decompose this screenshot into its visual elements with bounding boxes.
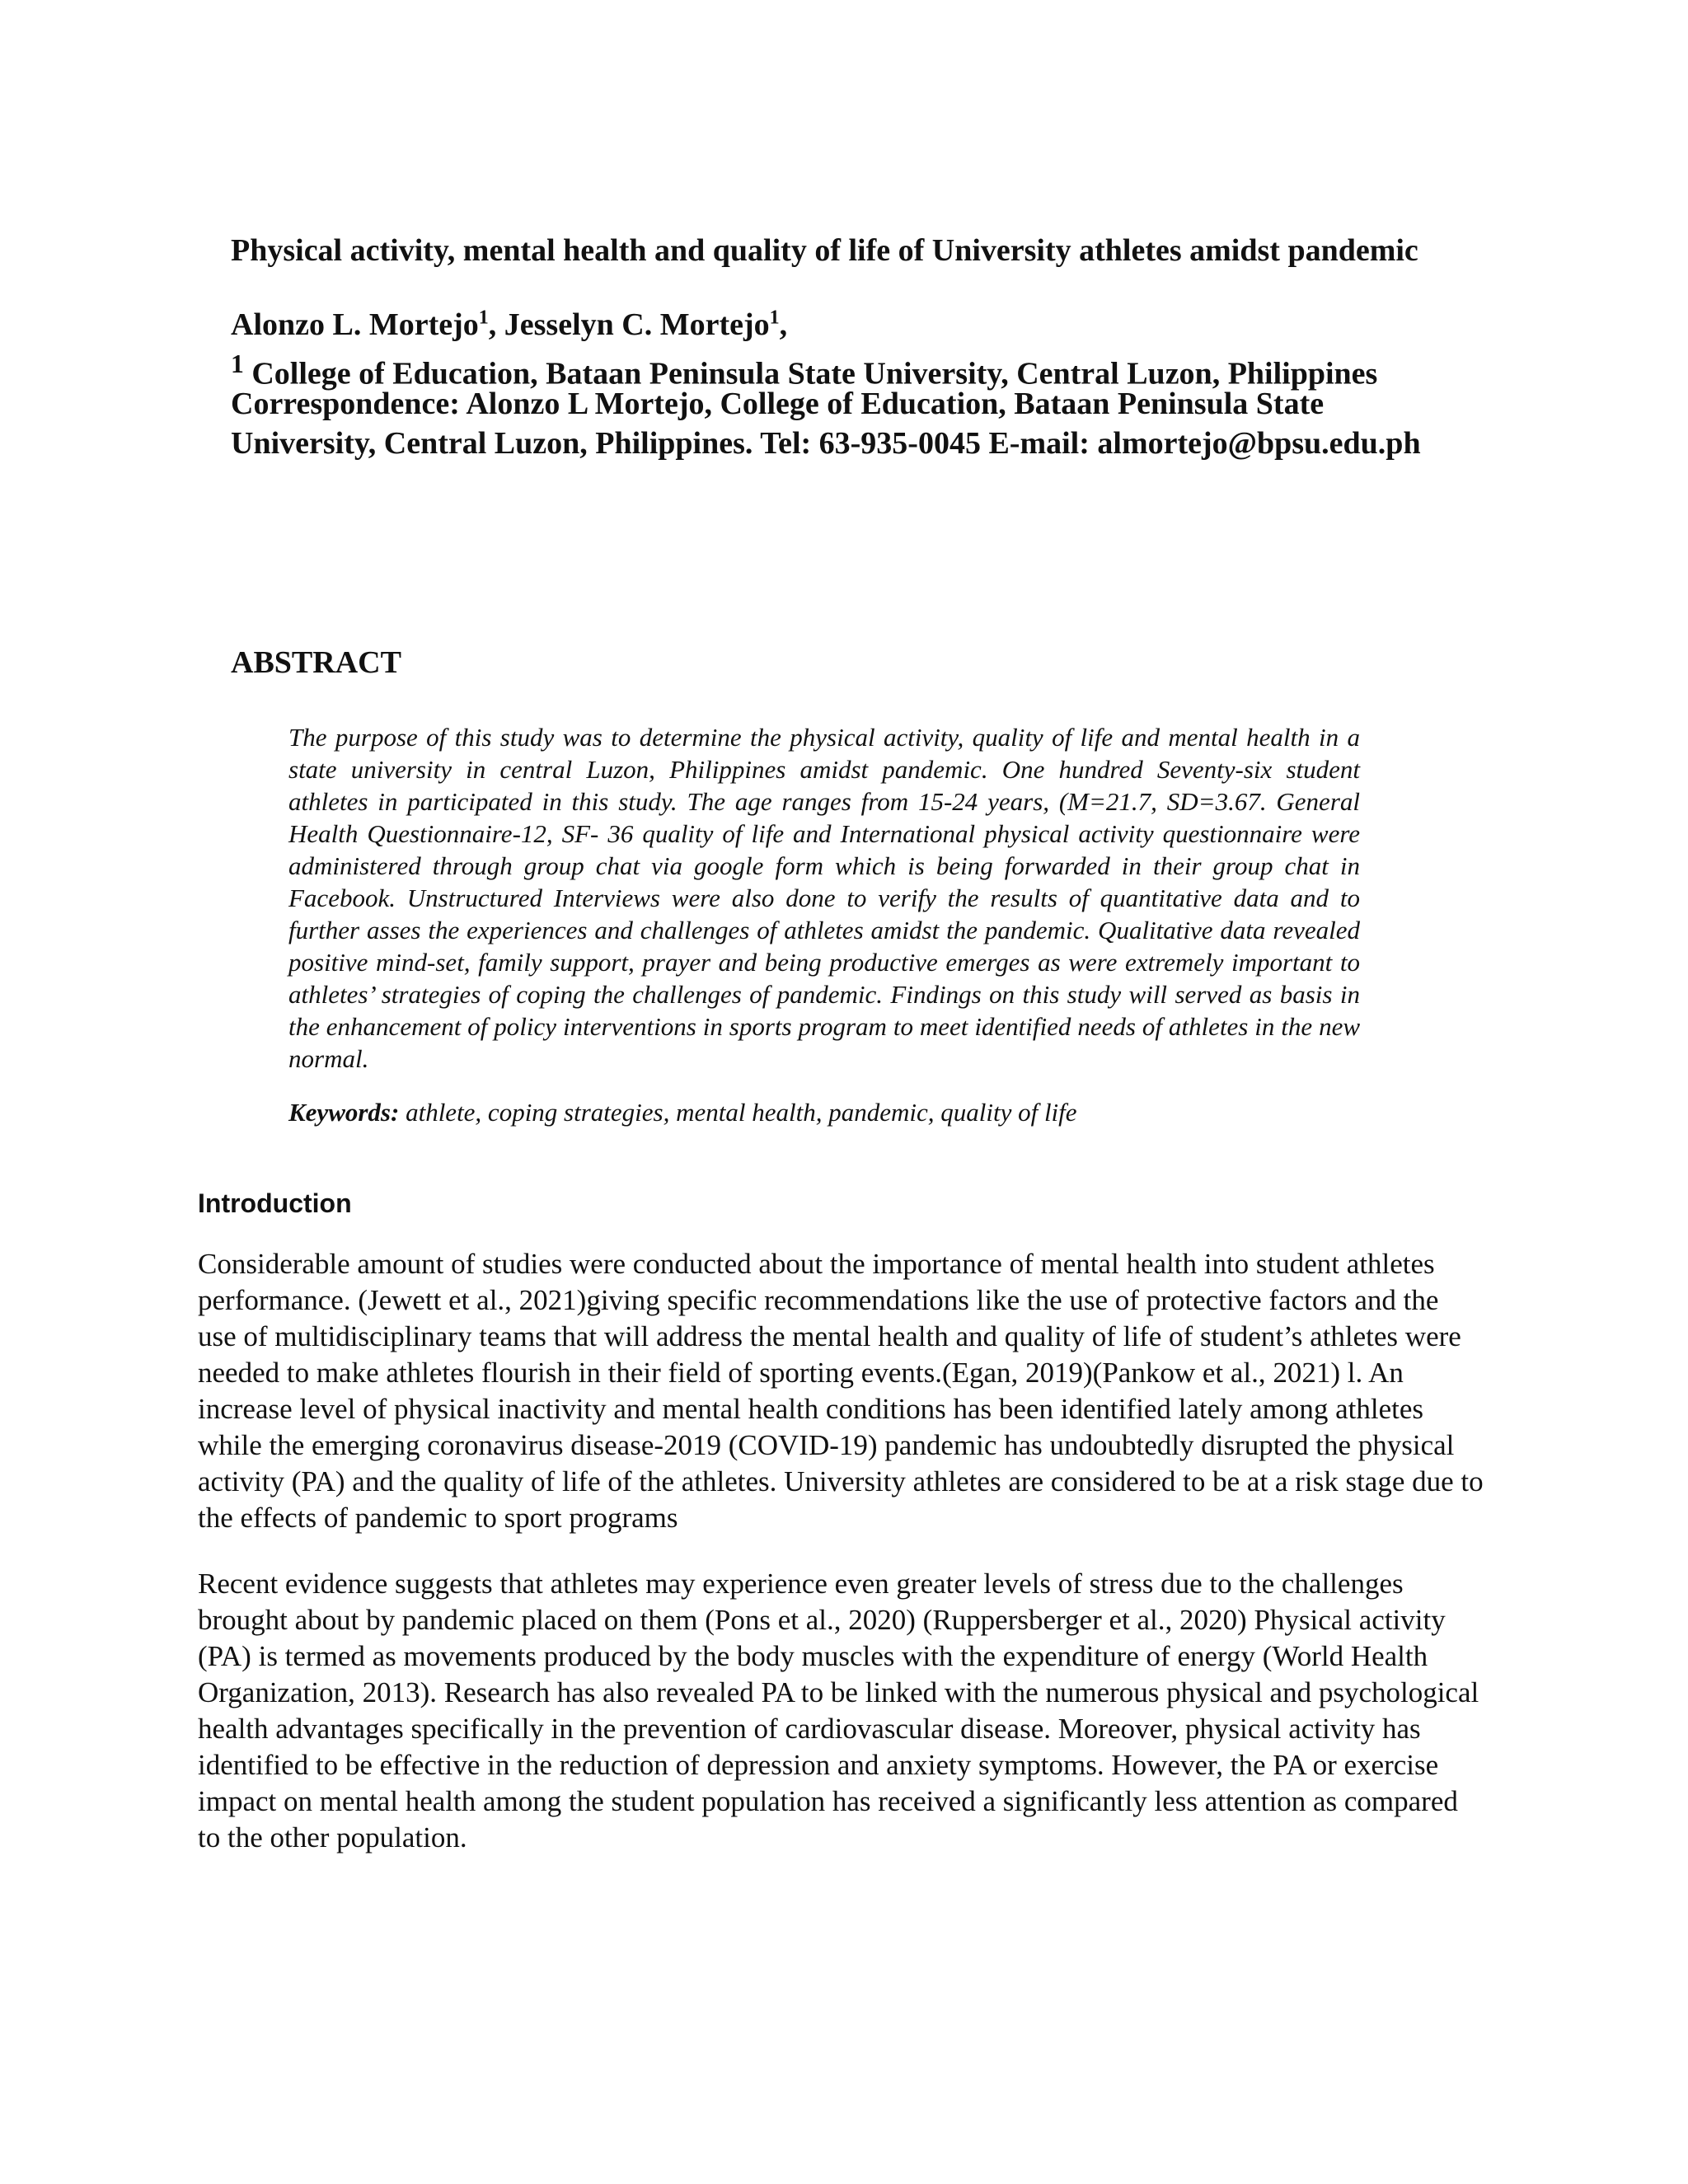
keywords-text: athlete, coping strategies, mental health, pandemic, quality of life (399, 1098, 1077, 1127)
author-list (231, 305, 1517, 344)
author-name: Alonzo L. Mortejo (231, 307, 479, 342)
author-trailing: , (779, 307, 788, 342)
correspondence: Correspondence: Alonzo L Mortejo, College of Education, Bataan Peninsula State University, Central Luzon, Philippines. Tel: 63-935-0045 E-mail: almortejo@bpsu.edu.ph (231, 387, 1421, 461)
affiliation-marker: 1 (478, 307, 489, 329)
paper-title: Physical activity, mental health and quality of life of University athletes amidst pandemic (231, 233, 1418, 268)
keywords-label: Keywords: (288, 1098, 400, 1127)
introduction-heading: Introduction (198, 1188, 352, 1218)
keywords (288, 1096, 1360, 1128)
affiliation-text: College of Education, Bataan Peninsula State University, Central Luzon, Philippines (243, 356, 1378, 391)
introduction-paragraph: Recent evidence suggests that athletes may experience even greater levels of stress due to the challenges brought about by pandemic placed on them (Pons et al., 2020) (Ruppersberger et al., 2020) Physical activity (PA) is termed as movements produced by the body muscles with the expenditure of energy (World Health Organization, 2013). Research has also revealed PA to be linked with the numerous physical and psychological health advantages specifically in the prevention of cardiovascular disease. Moreover, physical activity has identified to be effective in the reduction of depression and anxiety symptoms. However, the PA or exercise impact on mental health among the student population has received a significantly less attention as compared to the other population. (198, 1568, 1479, 1854)
affiliation-marker: 1 (769, 307, 780, 329)
abstract-text: The purpose of this study was to determine the physical activity, quality of life and mental health in a state university in central Luzon, Philippines amidst pandemic. One hundred Seventy-six student athletes in participated in this study. The age ranges from 15-24 years, (M=21.7, SD=3.67. General Health Questionnaire-12, SF- 36 quality of life and International physical activity questionnaire were administered through group chat via google form which is being forwarded in their group chat in Facebook. Unstructured Interviews were also done to verify the results of quantitative data and to further asses the experiences and challenges of athletes amidst the pandemic. Qualitative data revealed positive mind-set, family support, prayer and being productive emerges as were extremely important to athletes’ strategies of coping the challenges of pandemic. Findings on this study will served as basis in the enhancement of policy interventions in sports program to meet identified needs of athletes in the new normal. (288, 723, 1360, 1073)
author-name: Jesselyn C. Mortejo (504, 307, 770, 342)
affiliation-marker: 1 (231, 349, 244, 378)
introduction-paragraph: Considerable amount of studies were conducted about the importance of mental health into student athletes performance. (Jewett et al., 2021)giving specific recommendations like the use of protective factors and the use of multidisciplinary teams that will address the mental health and quality of life of student’s athletes were needed to make athletes flourish in their field of sporting events.(Egan, 2019)(Pankow et al., 2021) l. An increase level of physical inactivity and mental health conditions has been identified lately among athletes while the emerging coronavirus disease-2019 (COVID-19) pandemic has undoubtedly disrupted the physical activity (PA) and the quality of life of the athletes. University athletes are considered to be at a risk stage due to the effects of pandemic to sport programs (198, 1248, 1484, 1534)
abstract-heading: ABSTRACT (231, 645, 401, 680)
author-separator: , (488, 307, 504, 342)
